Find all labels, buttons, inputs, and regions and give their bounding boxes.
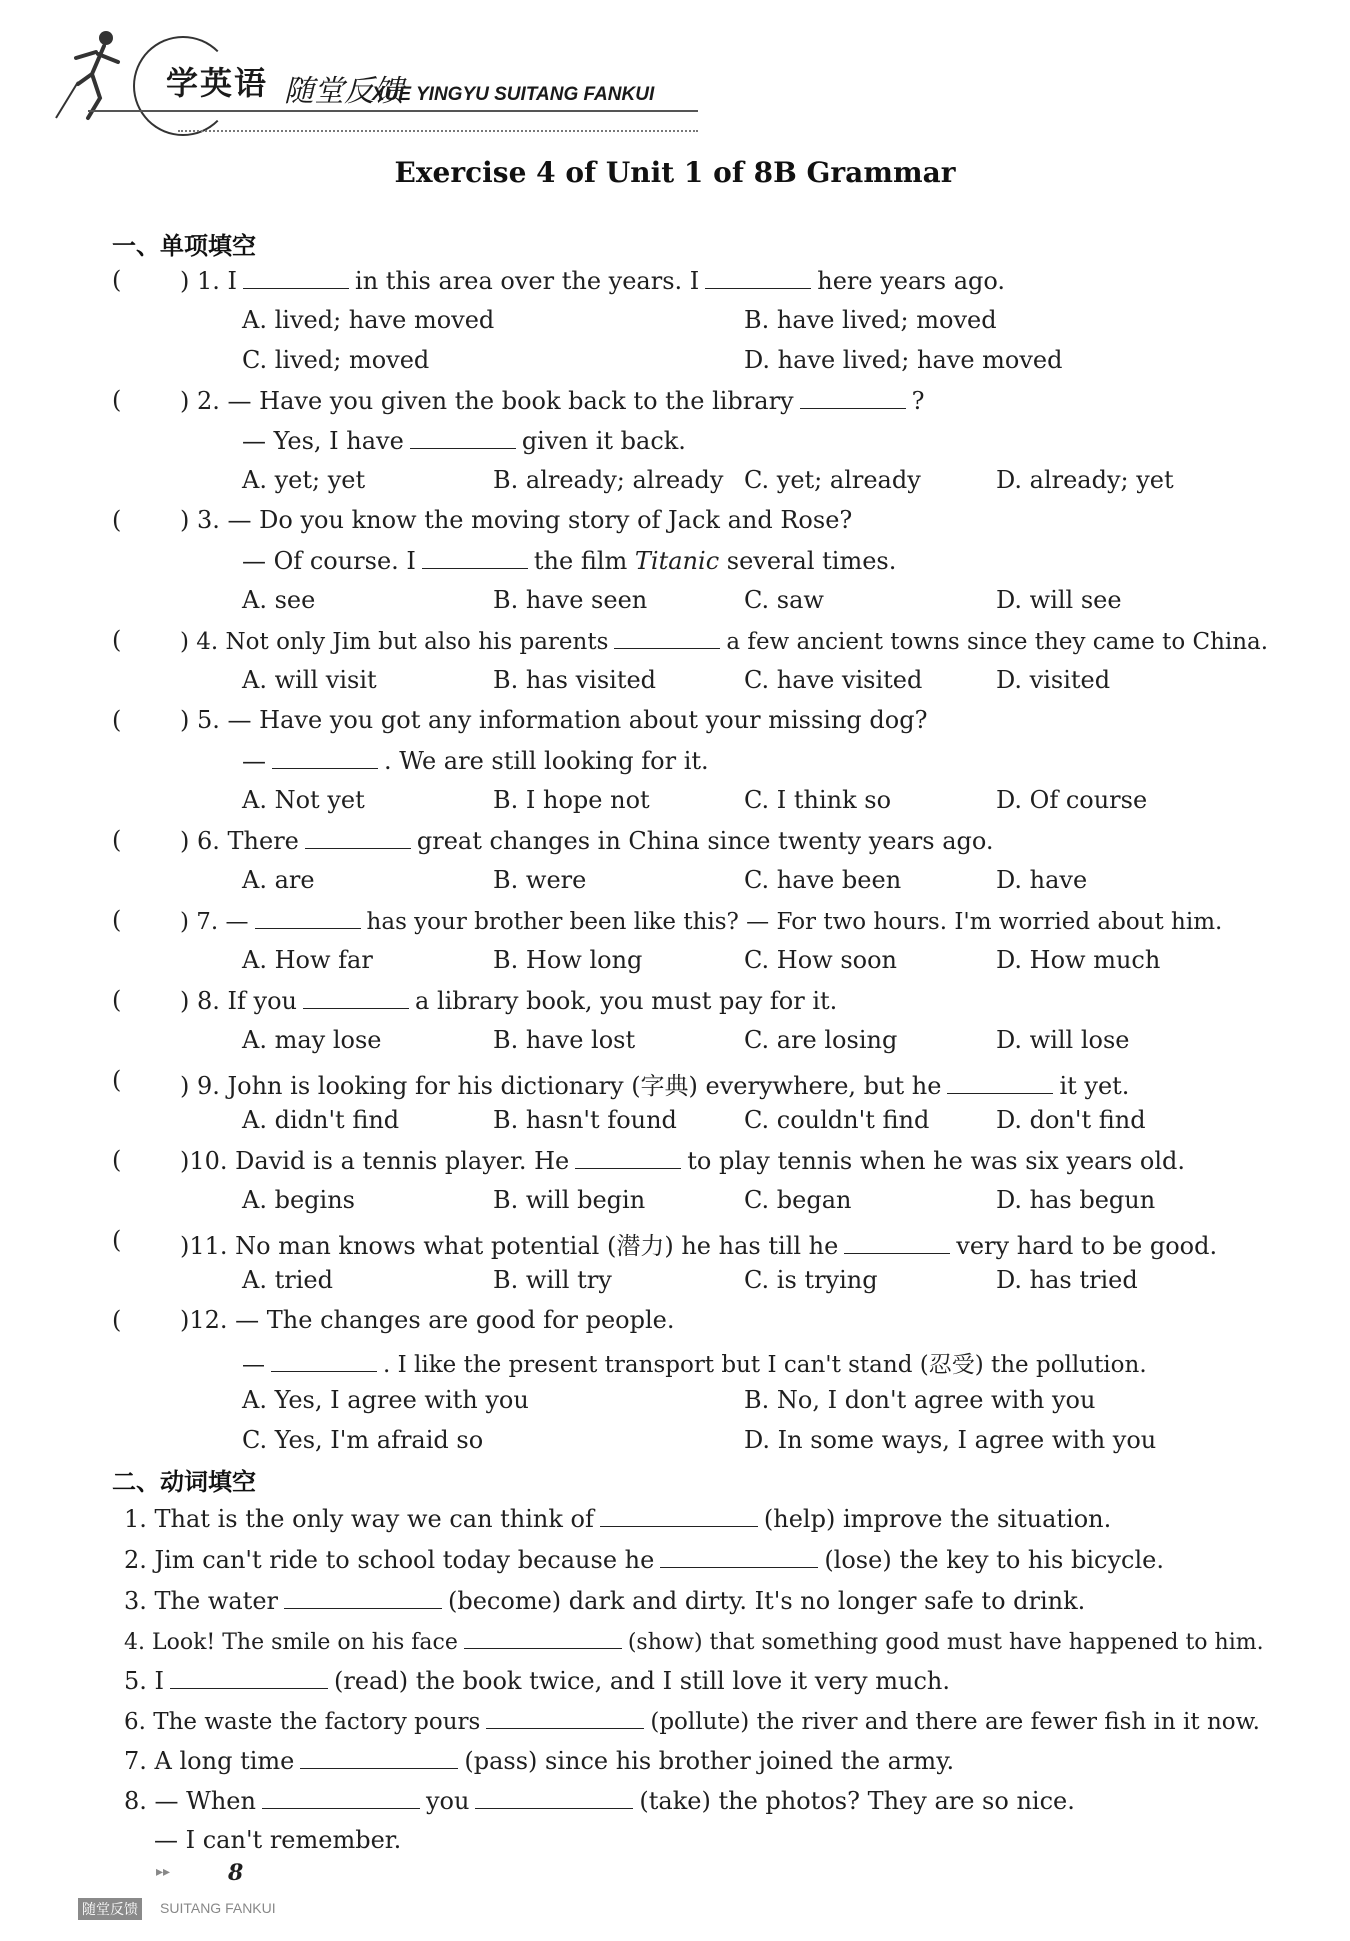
answer-blank[interactable] bbox=[255, 906, 361, 929]
footer-tag-cn: 随堂反馈 bbox=[78, 1898, 142, 1920]
option-a[interactable]: A. Not yet bbox=[242, 786, 365, 814]
header-title-cn: 学英语 bbox=[166, 64, 269, 102]
verb-item-1: 1. That is the only way we can think of (help) improve the situation. bbox=[124, 1505, 1112, 1533]
question-3: ) 3. — Do you know the moving story of Jack and Rose? bbox=[180, 506, 853, 534]
answer-paren[interactable]: ( bbox=[112, 266, 122, 294]
verb-item-5: 5. I (read) the book twice, and I still love it very much. bbox=[124, 1667, 950, 1695]
option-b[interactable]: B. How long bbox=[493, 946, 643, 974]
section1-heading: 一、单项填空 bbox=[112, 232, 256, 260]
header bbox=[48, 22, 668, 127]
answer-paren[interactable]: ( bbox=[112, 1066, 122, 1094]
answer-paren[interactable]: ( bbox=[112, 1226, 122, 1254]
option-b[interactable]: B. will try bbox=[493, 1266, 612, 1294]
question-11: )11. No man knows what potential (潜力) he has till he very hard to be good. bbox=[180, 1232, 1218, 1260]
runner-logo-icon bbox=[48, 22, 138, 122]
option-b[interactable]: B. hasn't found bbox=[493, 1106, 677, 1134]
footer-tag-en: SUITANG FANKUI bbox=[160, 1900, 276, 1916]
option-c[interactable]: C. yet; already bbox=[744, 466, 921, 494]
verb-item-6: 6. The waste the factory pours (pollute) the river and there are fewer fish in it now. bbox=[124, 1706, 1260, 1735]
verb-item-3: 3. The water (become) dark and dirty. It's no longer safe to drink. bbox=[124, 1587, 1086, 1615]
option-a[interactable]: A. Yes, I agree with you bbox=[242, 1386, 529, 1414]
option-b[interactable]: B. I hope not bbox=[493, 786, 650, 814]
option-d[interactable]: D. has begun bbox=[996, 1186, 1156, 1214]
answer-blank[interactable] bbox=[305, 826, 411, 849]
answer-blank[interactable] bbox=[475, 1786, 633, 1809]
option-b[interactable]: B. have seen bbox=[493, 586, 648, 614]
option-d[interactable]: D. don't find bbox=[996, 1106, 1146, 1134]
option-d[interactable]: D. already; yet bbox=[996, 466, 1174, 494]
option-c[interactable]: C. have visited bbox=[744, 666, 923, 694]
answer-paren[interactable]: ( bbox=[112, 826, 122, 854]
answer-blank[interactable] bbox=[422, 546, 528, 569]
option-b[interactable]: B. already; already bbox=[493, 466, 724, 494]
question-1: ) 1. I in this area over the years. I here years ago. bbox=[180, 267, 1006, 295]
option-c[interactable]: C. I think so bbox=[744, 786, 892, 814]
verb-item-8: 8. — When you (take) the photos? They are so nice. bbox=[124, 1787, 1075, 1815]
header-title-en: XUE YINGYU SUITANG FANKUI bbox=[372, 84, 655, 105]
question-5: ) 5. — Have you got any information about your missing dog? bbox=[180, 706, 928, 734]
verb-item-4: 4. Look! The smile on his face (show) that something good must have happened to him. bbox=[124, 1626, 1264, 1655]
option-a[interactable]: A. are bbox=[242, 866, 315, 894]
footer bbox=[78, 1860, 298, 1920]
option-d[interactable]: D. In some ways, I agree with you bbox=[744, 1426, 1157, 1454]
option-b[interactable]: B. were bbox=[493, 866, 587, 894]
option-b[interactable]: B. has visited bbox=[493, 666, 657, 694]
question-2-line2: — Yes, I have given it back. bbox=[242, 427, 686, 455]
page-title: Exercise 4 of Unit 1 of 8B Grammar bbox=[394, 156, 956, 189]
question-2: ) 2. — Have you given the book back to the library ? bbox=[180, 387, 925, 415]
option-d[interactable]: D. Of course bbox=[996, 786, 1148, 814]
answer-blank[interactable] bbox=[271, 1349, 377, 1372]
question-12-line2: — . I like the present transport but I can't stand (忍受) the pollution. bbox=[242, 1346, 1147, 1379]
question-4: ) 4. Not only Jim but also his parents a few ancient towns since they came to China. bbox=[180, 626, 1268, 655]
answer-paren[interactable]: ( bbox=[112, 706, 122, 734]
option-d[interactable]: D. will see bbox=[996, 586, 1122, 614]
header-divider bbox=[88, 110, 698, 112]
answer-blank[interactable] bbox=[300, 1746, 458, 1769]
option-b[interactable]: B. No, I don't agree with you bbox=[744, 1386, 1096, 1414]
answer-blank[interactable] bbox=[243, 266, 349, 289]
verb-item-2: 2. Jim can't ride to school today because he (lose) the key to his bicycle. bbox=[124, 1546, 1164, 1574]
arrow-icon: ▸▸ bbox=[156, 1864, 171, 1880]
header-subtitle-cn: 随堂反馈 bbox=[284, 74, 404, 109]
question-9: ) 9. John is looking for his dictionary (字典) everywhere, but he it yet. bbox=[180, 1072, 1130, 1100]
option-a[interactable]: A. didn't find bbox=[242, 1106, 400, 1134]
answer-paren[interactable]: ( bbox=[112, 386, 122, 414]
option-a[interactable]: A. tried bbox=[242, 1266, 333, 1294]
option-b[interactable]: B. have lived; moved bbox=[744, 306, 997, 334]
option-a[interactable]: A. How far bbox=[242, 946, 373, 974]
answer-blank[interactable] bbox=[303, 986, 409, 1009]
option-b[interactable]: B. have lost bbox=[493, 1026, 636, 1054]
option-d[interactable]: D. have lived; have moved bbox=[744, 346, 1063, 374]
answer-blank[interactable] bbox=[575, 1146, 681, 1169]
option-c[interactable]: C. began bbox=[744, 1186, 852, 1214]
question-7: ) 7. — has your brother been like this? — For two hours. I'm worried about him. bbox=[180, 906, 1222, 935]
question-8: ) 8. If you a library book, you must pay for it. bbox=[180, 987, 838, 1015]
option-a[interactable]: A. see bbox=[242, 586, 316, 614]
option-d[interactable]: D. have bbox=[996, 866, 1088, 894]
option-a[interactable]: A. may lose bbox=[242, 1026, 382, 1054]
option-a[interactable]: A. lived; have moved bbox=[242, 306, 495, 334]
option-c[interactable]: C. are losing bbox=[744, 1026, 898, 1054]
question-10: )10. David is a tennis player. He to play tennis when he was six years old. bbox=[180, 1147, 1186, 1175]
header-dotted-line bbox=[178, 130, 698, 132]
answer-blank[interactable] bbox=[284, 1586, 442, 1609]
answer-blank[interactable] bbox=[600, 1504, 758, 1527]
verb-item-7: 7. A long time (pass) since his brother joined the army. bbox=[124, 1747, 955, 1775]
answer-blank[interactable] bbox=[410, 426, 516, 449]
answer-paren[interactable]: ( bbox=[112, 626, 122, 654]
option-c[interactable]: C. saw bbox=[744, 586, 824, 614]
option-c[interactable]: C. lived; moved bbox=[242, 346, 430, 374]
answer-paren[interactable]: ( bbox=[112, 1306, 122, 1334]
page-number: 8 bbox=[228, 1860, 244, 1886]
option-c[interactable]: C. Yes, I'm afraid so bbox=[242, 1426, 484, 1454]
answer-paren[interactable]: ( bbox=[112, 906, 122, 934]
answer-blank[interactable] bbox=[170, 1666, 328, 1689]
answer-paren[interactable]: ( bbox=[112, 1146, 122, 1174]
option-c[interactable]: C. is trying bbox=[744, 1266, 878, 1294]
answer-blank[interactable] bbox=[660, 1545, 818, 1568]
answer-blank[interactable] bbox=[272, 746, 378, 769]
question-3-line2: — Of course. I the film Titanic several times. bbox=[242, 547, 897, 575]
answer-blank[interactable] bbox=[262, 1786, 420, 1809]
question-12: )12. — The changes are good for people. bbox=[180, 1306, 675, 1334]
section2-heading: 二、动词填空 bbox=[112, 1468, 256, 1496]
option-c[interactable]: C. have been bbox=[744, 866, 902, 894]
option-d[interactable]: D. has tried bbox=[996, 1266, 1138, 1294]
option-c[interactable]: C. couldn't find bbox=[744, 1106, 930, 1134]
answer-blank[interactable] bbox=[614, 626, 720, 649]
answer-blank[interactable] bbox=[800, 386, 906, 409]
answer-paren[interactable]: ( bbox=[112, 506, 122, 534]
answer-blank[interactable] bbox=[844, 1231, 950, 1254]
option-d[interactable]: D. visited bbox=[996, 666, 1111, 694]
question-5-line2: — . We are still looking for it. bbox=[242, 747, 709, 775]
answer-paren[interactable]: ( bbox=[112, 986, 122, 1014]
option-d[interactable]: D. How much bbox=[996, 946, 1161, 974]
answer-blank[interactable] bbox=[705, 266, 811, 289]
option-b[interactable]: B. will begin bbox=[493, 1186, 646, 1214]
answer-blank[interactable] bbox=[947, 1071, 1053, 1094]
question-6: ) 6. There great changes in China since twenty years ago. bbox=[180, 827, 994, 855]
option-a[interactable]: A. begins bbox=[242, 1186, 355, 1214]
verb-item-8-reply: — I can't remember. bbox=[154, 1826, 402, 1854]
option-d[interactable]: D. will lose bbox=[996, 1026, 1130, 1054]
option-a[interactable]: A. yet; yet bbox=[242, 466, 366, 494]
option-c[interactable]: C. How soon bbox=[744, 946, 897, 974]
answer-blank[interactable] bbox=[486, 1706, 644, 1729]
option-a[interactable]: A. will visit bbox=[242, 666, 377, 694]
answer-blank[interactable] bbox=[464, 1626, 622, 1649]
